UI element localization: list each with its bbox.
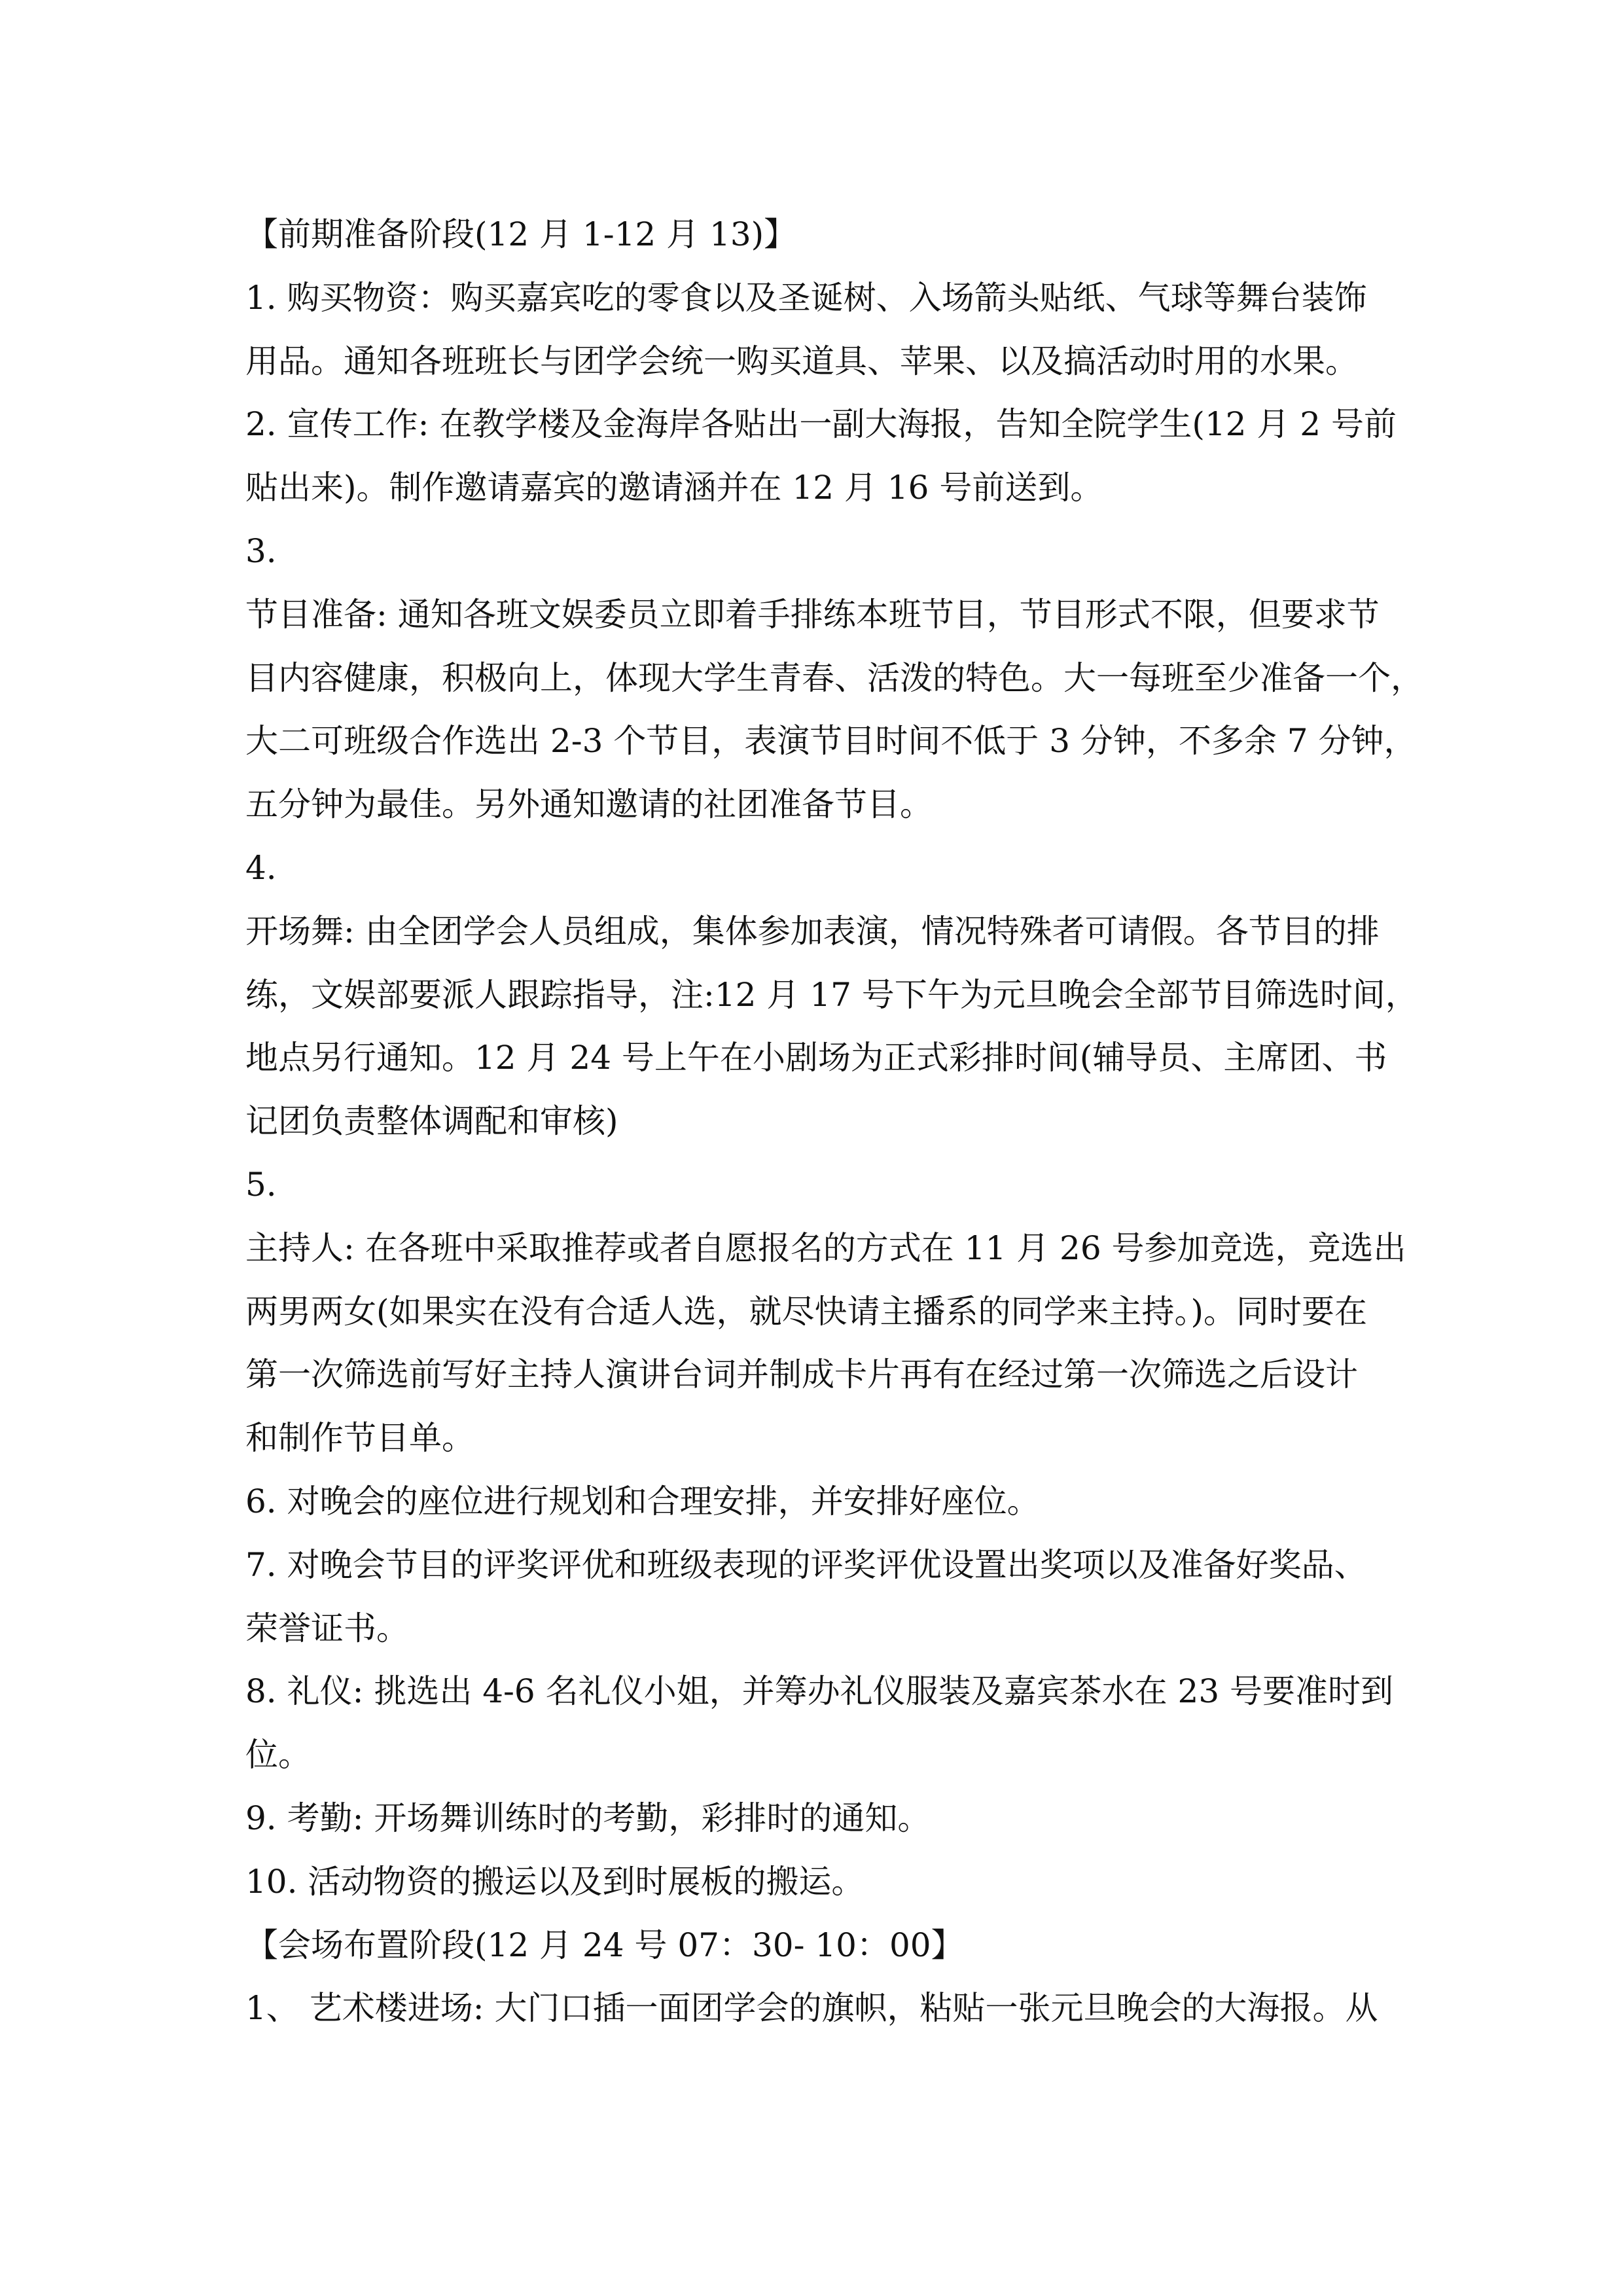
paragraph-line: 2. 宣传工作: 在教学楼及金海岸各贴出一副大海报，告知全院学生(12 月 2 号前 <box>245 405 1397 444</box>
paragraph-line: 9. 考勤: 开场舞训练时的考勤，彩排时的通知。 <box>245 1799 931 1837</box>
paragraph-line: 用品。通知各班班长与团学会统一购买道具、苹果、以及搞活动时用的水果。 <box>245 342 1358 380</box>
paragraph-line: 两男两女(如果实在没有合适人选，就尽快请主播系的同学来主持。)。同时要在 <box>245 1292 1368 1331</box>
paragraph-line: 和制作节目单。 <box>245 1419 474 1458</box>
paragraph-line: 第一次筛选前写好主持人演讲台词并制成卡片再有在经过第一次筛选之后设计 <box>245 1355 1358 1394</box>
paragraph-line: 位。 <box>245 1736 311 1774</box>
paragraph-line: 节目准备: 通知各班文娱委员立即着手排练本班节目，节目形式不限，但要求节 <box>245 595 1380 634</box>
paragraph-line: 开场舞: 由全团学会人员组成，集体参加表演，情况特殊者可请假。各节目的排 <box>245 912 1380 950</box>
paragraph-line: 练，文娱部要派人跟踪指导，注:12 月 17 号下午为元旦晚会全部节目筛选时间， <box>245 975 1418 1014</box>
list-number: 3. <box>245 531 277 570</box>
paragraph-line: 主持人: 在各班中采取推荐或者自愿报名的方式在 11 月 26 号参加竞选，竞选出 <box>245 1229 1406 1267</box>
paragraph-line: 记团负责整体调配和审核) <box>245 1102 618 1141</box>
list-number: 5. <box>245 1165 277 1204</box>
paragraph-line: 6. 对晚会的座位进行规划和合理安排，并安排好座位。 <box>245 1482 1040 1520</box>
document-body <box>245 203 1423 2040</box>
list-number: 4. <box>245 848 277 887</box>
paragraph-line: 贴出来)。制作邀请嘉宾的邀请涵并在 12 月 16 号前送到。 <box>245 469 1103 507</box>
paragraph-line: 目内容健康，积极向上，体现大学生青春、活泼的特色。大一每班至少准备一个， <box>245 658 1423 697</box>
paragraph-line: 地点另行通知。12 月 24 号上午在小剧场为正式彩排时间(辅导员、主席团、书 <box>245 1039 1387 1077</box>
paragraph-line: 7. 对晚会节目的评奖评优和班级表现的评奖评优设置出奖项以及准备好奖品、 <box>245 1545 1367 1584</box>
section-heading-preparation: 【前期准备阶段(12 月 1-12 月 13)】 <box>245 215 797 253</box>
paragraph-line: 1、 艺术楼进场: 大门口插一面团学会的旗帜，粘贴一张元旦晚会的大海报。从 <box>245 1989 1378 2028</box>
paragraph-line: 1. 购买物资：购买嘉宾吃的零食以及圣诞树、入场箭头贴纸、气球等舞台装饰 <box>245 278 1367 317</box>
section-heading-venue-setup: 【会场布置阶段(12 月 24 号 07：30- 10：00】 <box>245 1926 964 1964</box>
paragraph-line: 大二可班级合作选出 2-3 个节目，表演节目时间不低于 3 分钟，不多余 7 分钟， <box>245 722 1417 761</box>
paragraph-line: 五分钟为最佳。另外通知邀请的社团准备节目。 <box>245 785 933 824</box>
paragraph-line: 10. 活动物资的搬运以及到时展板的搬运。 <box>245 1862 865 1901</box>
paragraph-line: 8. 礼仪: 挑选出 4-6 名礼仪小姐，并筹办礼仪服装及嘉宾茶水在 23 号要准时到 <box>245 1672 1394 1711</box>
paragraph-line: 荣誉证书。 <box>245 1609 409 1647</box>
